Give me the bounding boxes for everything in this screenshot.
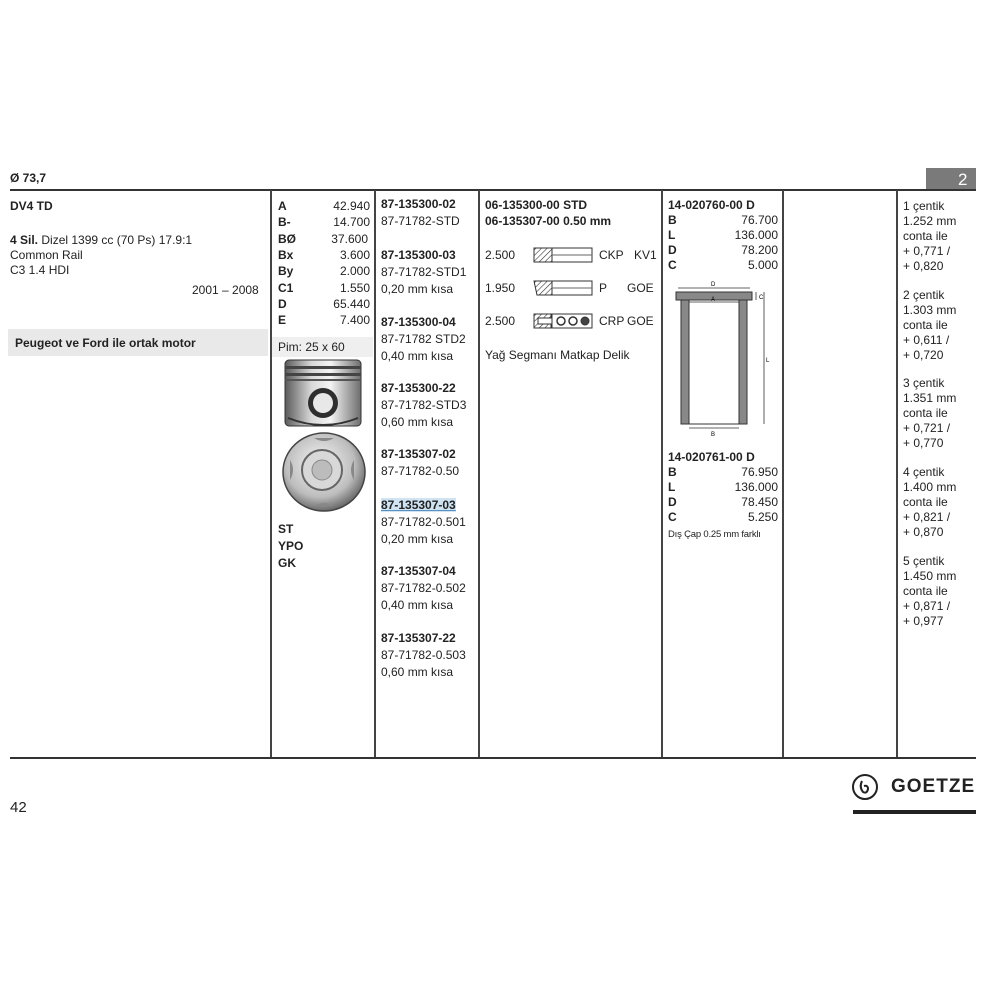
engine-note: Peugeot ve Ford ile ortak motor	[15, 336, 196, 350]
ring-type: CRP	[599, 314, 625, 328]
ring-width: 2.500	[485, 314, 516, 328]
engine-years: 2001 – 2008	[192, 283, 259, 297]
notch-range-low: + 0,821 /	[903, 510, 951, 524]
notch-range-high: + 0,720	[903, 348, 944, 362]
dim-label-d: D	[711, 282, 716, 288]
notch-entry	[903, 554, 956, 629]
dim-label-c: C	[759, 295, 764, 301]
bottom-rule	[10, 757, 976, 759]
ring-spec: KV1	[634, 248, 657, 262]
dim-key: Bx	[278, 248, 294, 262]
liner-code: 14-020760-00 D	[668, 198, 755, 212]
piston-code-highlight[interactable]: 87-135307-03	[381, 498, 456, 512]
piston-entry	[381, 314, 466, 365]
notch-range-low: + 0,871 /	[903, 599, 951, 613]
liner-value: 136.000	[734, 228, 778, 242]
piston-type: GK	[278, 556, 296, 570]
dim-key: E	[278, 313, 287, 327]
dim-key: B-	[278, 215, 291, 229]
notch-range-low: + 0,721 /	[903, 421, 951, 435]
dim-key: D	[278, 297, 287, 311]
liner-value: 78.200	[741, 243, 778, 257]
liner-row	[668, 495, 778, 510]
notch-count: 2 çentik	[903, 288, 945, 302]
notch-count: 3 çentik	[903, 376, 945, 390]
col-sep-1	[270, 190, 272, 758]
liner-value: 5.000	[747, 258, 778, 272]
piston-entry	[381, 380, 466, 431]
engine-spec	[10, 233, 192, 248]
dim-row	[278, 264, 370, 280]
piston-note: 0,20 mm kısa	[381, 282, 454, 296]
piston-type: ST	[278, 522, 294, 536]
notch-thickness: 1.450 mm	[903, 569, 957, 583]
notch-count: 4 çentik	[903, 465, 945, 479]
engine-line3: C3 1.4 HDI	[10, 263, 70, 277]
dim-key: C1	[278, 281, 294, 295]
notch-count: 5 çentik	[903, 554, 945, 568]
ring-spec: GOE	[627, 281, 654, 295]
ring-width: 2.500	[485, 248, 516, 262]
col-sep-4	[661, 190, 663, 758]
dim-value: 42.940	[333, 199, 370, 213]
dim-row	[278, 215, 370, 231]
notch-range-low: + 0,611 /	[903, 333, 950, 347]
ring-type: CKP	[599, 248, 624, 262]
cylinder-liner-diagram	[668, 280, 776, 440]
liner-row	[668, 465, 778, 480]
liner-note: Dış Çap 0.25 mm farklı	[668, 529, 761, 540]
piston-entry	[381, 563, 466, 614]
dim-value: 65.440	[333, 297, 370, 311]
liner-value: 78.450	[741, 495, 778, 509]
notch-label: conta ile	[903, 318, 948, 332]
top-rule	[10, 189, 976, 191]
liner-key: D	[668, 495, 677, 509]
liner-row	[668, 243, 778, 258]
col-sep-3	[478, 190, 480, 758]
liner-key: C	[668, 258, 677, 272]
piston-code: 87-135300-04	[381, 315, 456, 329]
liner-key: B	[668, 465, 677, 479]
ring-row	[485, 245, 660, 265]
notch-range-high: + 0,977	[903, 614, 944, 628]
piston-code: 87-135300-02	[381, 197, 456, 211]
liner-row	[668, 213, 778, 228]
oil-ring-note: Yağ Segmanı Matkap Delik	[485, 348, 630, 362]
piston-entry	[381, 196, 460, 230]
dim-row	[278, 281, 370, 297]
notch-label: conta ile	[903, 406, 948, 420]
dim-key: By	[278, 264, 294, 278]
piston-type: YPO	[278, 539, 304, 553]
bore-title: Ø 73,7	[10, 171, 47, 185]
dim-row	[278, 248, 370, 264]
dim-row	[278, 199, 370, 215]
liner-row	[668, 510, 778, 525]
piston-code: 87-135307-22	[381, 631, 456, 645]
liner-row	[668, 480, 778, 495]
piston-entry	[381, 247, 466, 298]
piston-note: 0,60 mm kısa	[381, 415, 454, 429]
liner-code: 14-020761-00 D	[668, 450, 755, 464]
dim-value: 1.550	[339, 281, 370, 295]
liner-key: D	[668, 243, 677, 257]
ring-type: P	[599, 281, 608, 295]
ring-set-std: 06-135300-00 STD	[485, 198, 588, 212]
dim-key: BØ	[278, 232, 296, 246]
page-tab-number: 2	[958, 170, 968, 189]
liner-key: L	[668, 480, 676, 494]
brand-name: GOETZE	[891, 776, 976, 797]
piston-note: 0,60 mm kısa	[381, 665, 454, 679]
dim-value: 3.600	[339, 248, 370, 262]
notch-thickness: 1.252 mm	[903, 214, 957, 228]
piston-ref: 87-71782-0.50	[381, 464, 460, 478]
brand-underline	[853, 810, 976, 814]
piston-code-selected[interactable]	[381, 497, 466, 514]
liner-value: 76.700	[741, 213, 778, 227]
liner-value: 5.250	[747, 510, 778, 524]
piston-ref: 87-71782-STD	[381, 214, 460, 228]
piston-ref: 87-71782-STD3	[381, 398, 467, 412]
ring-row	[485, 278, 660, 298]
dim-row	[278, 313, 370, 329]
dim-row	[278, 297, 370, 313]
piston-note: 0,40 mm kısa	[381, 598, 454, 612]
notch-entry	[903, 288, 956, 363]
piston-entry	[381, 630, 466, 681]
page-tab	[926, 168, 976, 190]
liner-key: L	[668, 228, 676, 242]
pin-size: Pim: 25 x 60	[278, 340, 345, 354]
ring-set-oversize: 06-135307-00 0.50 mm	[485, 214, 612, 228]
dim-row	[278, 232, 370, 248]
notch-range-low: + 0,771 /	[903, 244, 951, 258]
piston-note: 0,40 mm kısa	[381, 349, 454, 363]
dim-value: 14.700	[333, 215, 370, 229]
oil-ring-icon	[533, 311, 595, 331]
notch-thickness: 1.303 mm	[903, 303, 957, 317]
engine-name: DV4 TD	[10, 199, 53, 213]
col-sep-2	[374, 190, 376, 758]
dim-value: 37.600	[331, 232, 368, 246]
cylinder-count: 4 Sil.	[10, 233, 39, 247]
piston-code: 87-135307-02	[381, 447, 456, 461]
ring-row	[485, 311, 660, 331]
piston-side-image	[282, 358, 364, 430]
ring-spec: GOE	[627, 314, 654, 328]
piston-ref: 87-71782-STD1	[381, 265, 467, 279]
notch-entry	[903, 199, 956, 274]
piston-top-image	[280, 430, 368, 514]
notch-range-high: + 0,770	[903, 436, 944, 450]
piston-code: 87-135307-04	[381, 564, 456, 578]
liner-value: 136.000	[734, 480, 778, 494]
liner-key: B	[668, 213, 677, 227]
liner-row	[668, 228, 778, 243]
engine-line2: Common Rail	[10, 248, 83, 262]
piston-entry	[381, 446, 459, 480]
piston-code: 87-135300-22	[381, 381, 456, 395]
taper-ring-icon	[533, 278, 595, 298]
notch-range-high: + 0,820	[903, 259, 944, 273]
piston-entry	[381, 497, 466, 548]
compression-ring-icon	[533, 245, 595, 265]
dim-label-a: A	[711, 297, 716, 303]
notch-label: conta ile	[903, 584, 948, 598]
page-number: 42	[10, 799, 27, 816]
dim-key: A	[278, 199, 287, 213]
dim-label-l: L	[766, 358, 770, 364]
liner-row	[668, 258, 778, 273]
notch-range-high: + 0,870	[903, 525, 944, 539]
dim-value: 2.000	[339, 264, 370, 278]
liner-key: C	[668, 510, 677, 524]
dim-value: 7.400	[339, 313, 370, 327]
liner-value: 76.950	[741, 465, 778, 479]
ring-width: 1.950	[485, 281, 516, 295]
engine-spec-text: Dizel 1399 cc (70 Ps) 17.9:1	[41, 233, 193, 247]
notch-label: conta ile	[903, 495, 948, 509]
dim-label-b: B	[711, 432, 716, 438]
piston-ref: 87-71782-0.501	[381, 515, 466, 529]
notch-thickness: 1.400 mm	[903, 480, 957, 494]
notch-thickness: 1.351 mm	[903, 391, 957, 405]
piston-ref: 87-71782-0.502	[381, 581, 466, 595]
piston-ref: 87-71782-0.503	[381, 648, 466, 662]
piston-code: 87-135300-03	[381, 248, 456, 262]
piston-ref: 87-71782 STD2	[381, 332, 466, 346]
notch-count: 1 çentik	[903, 199, 945, 213]
notch-entry	[903, 376, 956, 451]
col-sep-5	[782, 190, 784, 758]
notch-entry	[903, 465, 956, 540]
piston-note: 0,20 mm kısa	[381, 532, 454, 546]
notch-label: conta ile	[903, 229, 948, 243]
goetze-logo-icon	[850, 772, 880, 802]
col-sep-6	[896, 190, 898, 758]
